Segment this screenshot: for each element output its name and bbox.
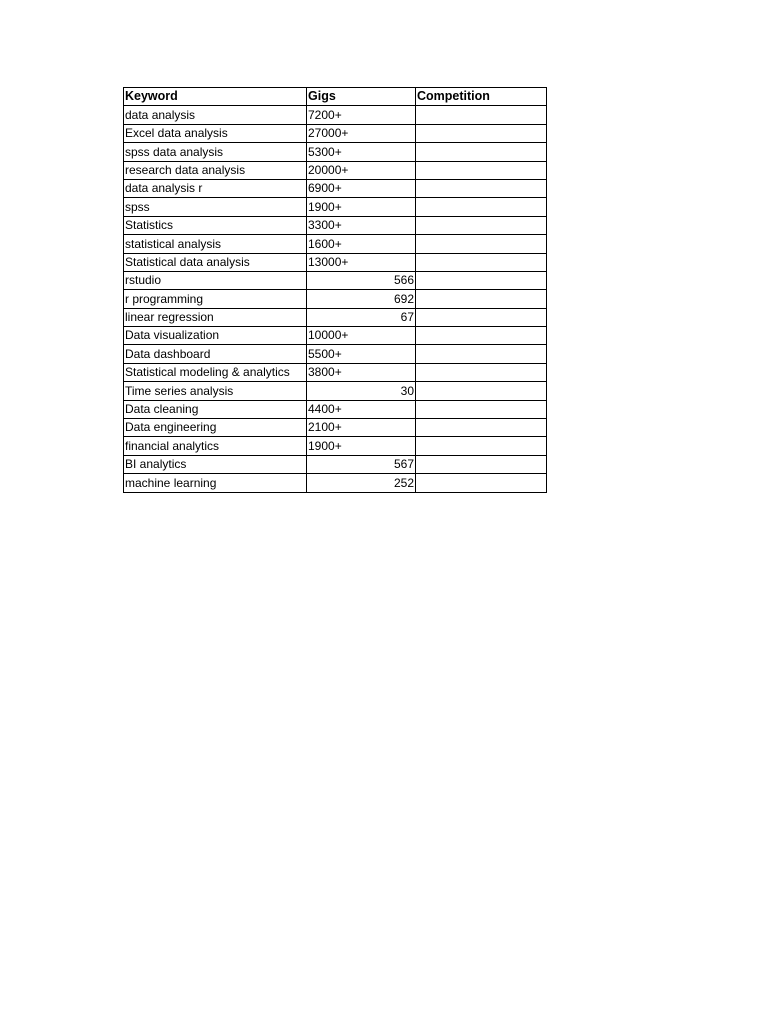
keyword-cell: linear regression	[124, 308, 307, 326]
competition-cell	[416, 400, 547, 418]
gigs-cell: 3300+	[307, 216, 416, 234]
gigs-cell: 67	[307, 308, 416, 326]
gigs-cell: 10000+	[307, 327, 416, 345]
table-row	[124, 235, 547, 253]
table-row	[124, 382, 547, 400]
gigs-cell: 692	[307, 290, 416, 308]
keyword-table	[123, 87, 547, 493]
table-row	[124, 437, 547, 455]
keyword-cell: data analysis	[124, 106, 307, 124]
keyword-cell: Data engineering	[124, 419, 307, 437]
competition-cell	[416, 419, 547, 437]
keyword-cell: Data dashboard	[124, 345, 307, 363]
table-row	[124, 455, 547, 473]
gigs-cell: 30	[307, 382, 416, 400]
competition-cell	[416, 179, 547, 197]
gigs-cell: 2100+	[307, 419, 416, 437]
table-row	[124, 345, 547, 363]
gigs-cell: 1900+	[307, 437, 416, 455]
keyword-cell: spss data analysis	[124, 143, 307, 161]
competition-cell	[416, 290, 547, 308]
table-row	[124, 253, 547, 271]
keyword-cell: r programming	[124, 290, 307, 308]
competition-cell	[416, 106, 547, 124]
table-row	[124, 198, 547, 216]
keyword-cell: data analysis r	[124, 179, 307, 197]
gigs-cell: 1900+	[307, 198, 416, 216]
keyword-cell: rstudio	[124, 271, 307, 289]
table-row	[124, 327, 547, 345]
competition-cell	[416, 198, 547, 216]
competition-cell	[416, 327, 547, 345]
gigs-cell: 252	[307, 474, 416, 492]
competition-cell	[416, 474, 547, 492]
competition-cell	[416, 455, 547, 473]
keyword-cell: financial analytics	[124, 437, 307, 455]
keyword-cell: research data analysis	[124, 161, 307, 179]
keyword-cell: spss	[124, 198, 307, 216]
table-row	[124, 143, 547, 161]
competition-cell	[416, 124, 547, 142]
header-gigs: Gigs	[307, 88, 416, 106]
gigs-cell: 567	[307, 455, 416, 473]
competition-cell	[416, 382, 547, 400]
competition-cell	[416, 253, 547, 271]
table-row	[124, 124, 547, 142]
competition-cell	[416, 161, 547, 179]
table-row	[124, 216, 547, 234]
gigs-cell: 5500+	[307, 345, 416, 363]
table-row	[124, 363, 547, 381]
table-row	[124, 308, 547, 326]
competition-cell	[416, 308, 547, 326]
competition-cell	[416, 271, 547, 289]
table-row	[124, 290, 547, 308]
keyword-cell: Data cleaning	[124, 400, 307, 418]
gigs-cell: 566	[307, 271, 416, 289]
table-row	[124, 474, 547, 492]
gigs-cell: 13000+	[307, 253, 416, 271]
keyword-cell: statistical analysis	[124, 235, 307, 253]
keyword-cell: Data visualization	[124, 327, 307, 345]
header-keyword: Keyword	[124, 88, 307, 106]
keyword-cell: machine learning	[124, 474, 307, 492]
keyword-cell: BI analytics	[124, 455, 307, 473]
keyword-cell: Time series analysis	[124, 382, 307, 400]
table-row	[124, 271, 547, 289]
gigs-cell: 20000+	[307, 161, 416, 179]
gigs-cell: 4400+	[307, 400, 416, 418]
table-body	[124, 106, 547, 492]
table-row	[124, 106, 547, 124]
keyword-cell: Excel data analysis	[124, 124, 307, 142]
header-competition: Competition	[416, 88, 547, 106]
gigs-cell: 7200+	[307, 106, 416, 124]
keyword-cell: Statistics	[124, 216, 307, 234]
keyword-cell: Statistical data analysis	[124, 253, 307, 271]
keyword-cell: Statistical modeling & analytics	[124, 363, 307, 381]
gigs-cell: 5300+	[307, 143, 416, 161]
table-row	[124, 161, 547, 179]
competition-cell	[416, 143, 547, 161]
table-row	[124, 400, 547, 418]
gigs-cell: 3800+	[307, 363, 416, 381]
gigs-cell: 1600+	[307, 235, 416, 253]
gigs-cell: 27000+	[307, 124, 416, 142]
table-row	[124, 179, 547, 197]
gigs-cell: 6900+	[307, 179, 416, 197]
competition-cell	[416, 363, 547, 381]
table-row	[124, 419, 547, 437]
competition-cell	[416, 235, 547, 253]
table-header-row	[124, 88, 547, 106]
competition-cell	[416, 345, 547, 363]
competition-cell	[416, 216, 547, 234]
competition-cell	[416, 437, 547, 455]
